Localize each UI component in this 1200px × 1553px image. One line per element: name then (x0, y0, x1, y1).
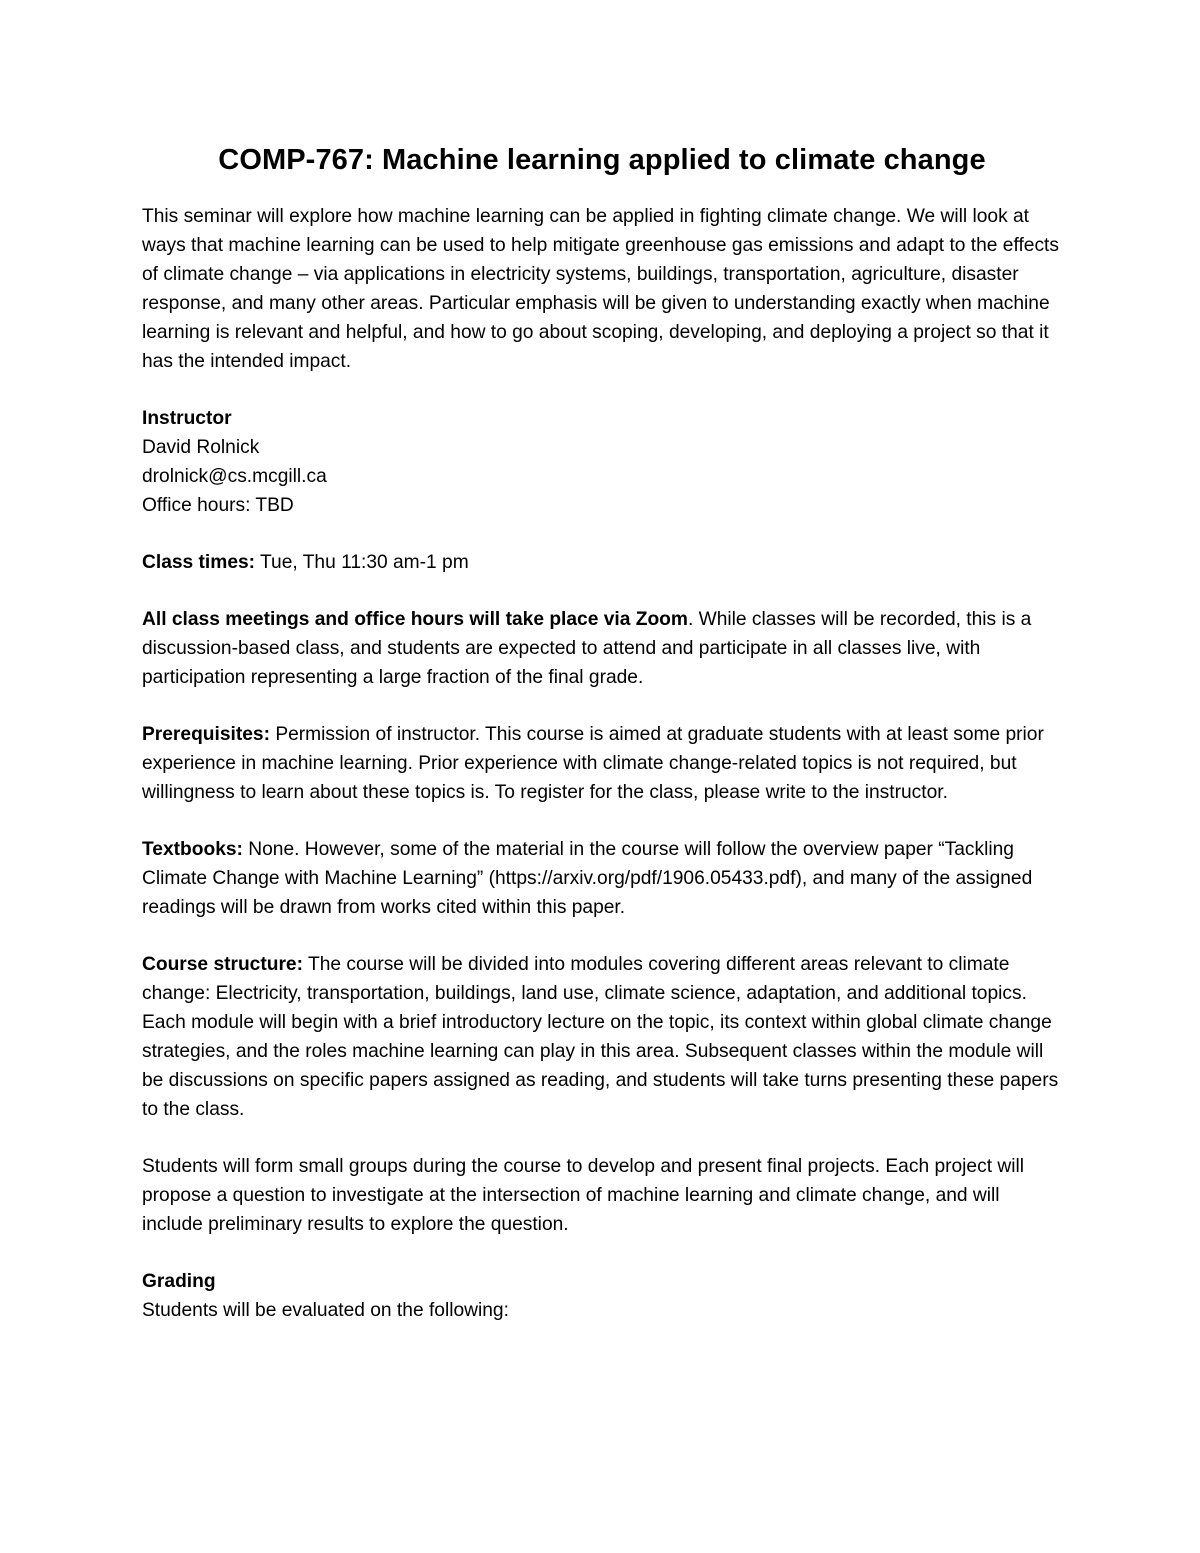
instructor-name: David Rolnick (142, 437, 260, 458)
textbooks-label: Textbooks: (142, 839, 243, 860)
prerequisites-text: Permission of instructor. This course is aimed at graduate students with at least some prior experience in machine learning. Prior experience with climate change-related topics is not required, but willingness to learn about these topics is. To register for the class, please write to the instructor. (142, 724, 1044, 803)
document-page (142, 140, 1062, 1353)
prerequisites-section (142, 720, 1062, 807)
class-times-value: Tue, Thu 11:30 am-1 pm (255, 552, 469, 573)
zoom-text: . While classes will be recorded, this is a discussion-based class, and students are expected to attend and participate in all classes live, with participation representing a large fraction of the final grade. (142, 609, 1032, 688)
document-title: COMP-767: Machine learning applied to climate change (218, 144, 986, 176)
intro-paragraph: This seminar will explore how machine learning can be applied in fighting climate change. We will look at ways that machine learning can be used to help mitigate greenhouse gas emissions and adapt to the effects of climate change – via applications in electricity systems, buildings, transportation, agriculture, disaster response, and many other areas. Particular emphasis will be given to understanding exactly when machine learning is relevant and helpful, and how to go about scoping, developing, and deploying a project so that it has the intended impact. (142, 206, 1059, 372)
course-structure-label: Course structure: (142, 954, 303, 975)
class-times-label: Class times: (142, 552, 256, 573)
grading-section (142, 1267, 1062, 1325)
grading-heading: Grading (142, 1271, 216, 1292)
instructor-section (142, 404, 1062, 520)
prerequisites-label: Prerequisites: (142, 724, 270, 745)
office-hours: Office hours: TBD (142, 495, 294, 516)
projects-paragraph: Students will form small groups during the course to develop and present final projects. Each project will propose a question to investigate at the intersection of machine learning and climate change, and will include preliminary results to explore the question. (142, 1156, 1025, 1235)
textbooks-text: None. However, some of the material in the course will follow the overview paper “Tackling Climate Change with Machine Learning” (https://arxiv.org/pdf/1906.05433.pdf), and many of the assigned readings will be drawn from works cited within this paper. (142, 839, 1033, 918)
instructor-email: drolnick@cs.mcgill.ca (142, 466, 327, 487)
zoom-section (142, 605, 1062, 692)
course-structure-text: The course will be divided into modules covering different areas relevant to climate change: Electricity, transportation, buildings, land use, climate science, adaptation, and additional topics. Each module will begin with a brief introductory lecture on the topic, its context within global climate change strategies, and the roles machine learning can play in this area. Subsequent classes within the module will be discussions on specific papers assigned as reading, and students will take turns presenting these papers to the class. (142, 954, 1059, 1120)
grading-text: Students will be evaluated on the following: (142, 1300, 509, 1321)
textbooks-section (142, 835, 1062, 922)
course-structure-section (142, 950, 1062, 1124)
zoom-label: All class meetings and office hours will take place via Zoom (142, 609, 688, 630)
instructor-heading: Instructor (142, 408, 232, 429)
class-times-section (142, 548, 1062, 577)
